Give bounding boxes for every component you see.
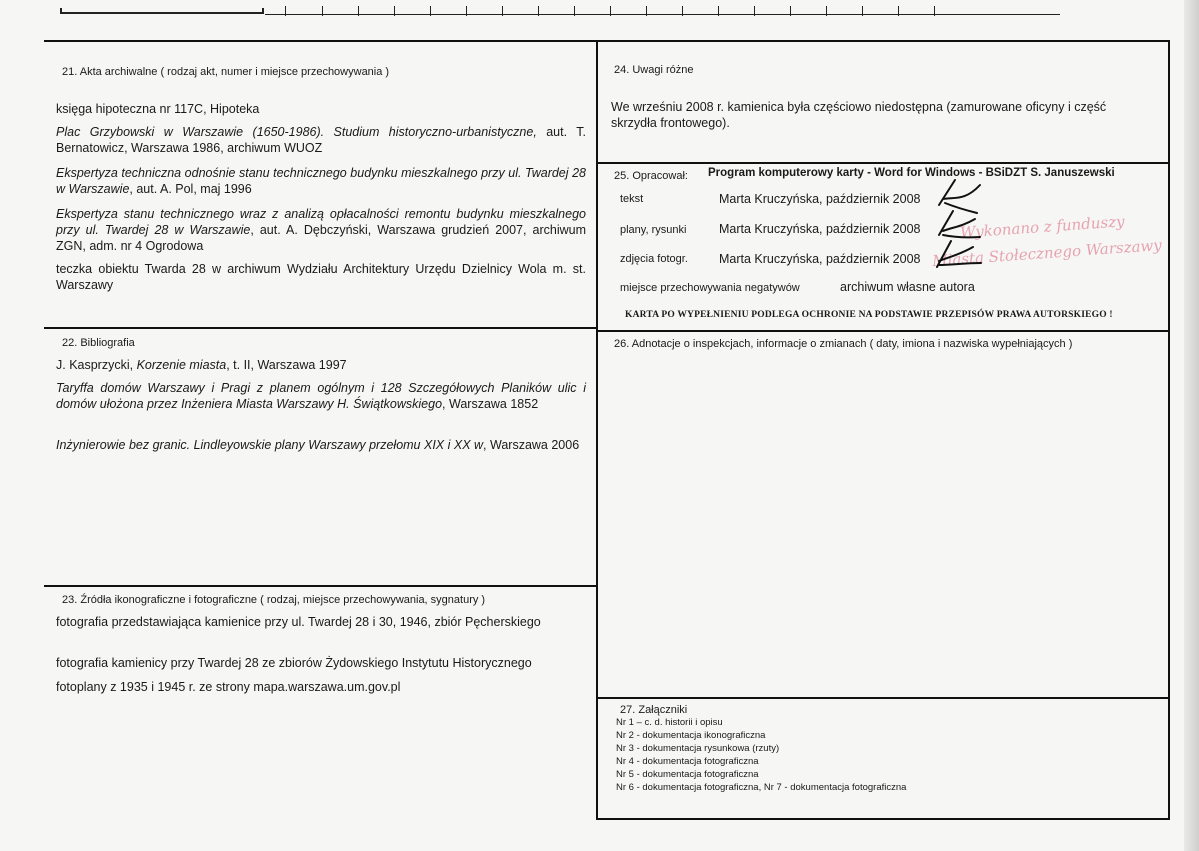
divider-21-22: [44, 327, 596, 329]
section-27-title: 27. Załączniki: [620, 704, 688, 716]
attachment-item: Nr 6 - dokumentacja fotograficzna, Nr 7 - dokumentacja fotograficzna: [616, 782, 907, 793]
signature-marks: [925, 175, 1005, 275]
remarks-text: We wrześniu 2008 r. kamienica była częściowo niedostępna (zamurowane oficyny i część skrzydła frontowego).: [611, 100, 1107, 130]
archival-record-4: Ekspertyza stanu technicznego wraz z analizą opłacalności remontu budynku mieszkalnego przy ul. Twardej 28 w Warszawie, aut. A. Dębczyński, Warszawa grudzień 2007, archiwum ZGN, adm. nr 4 Ogrodowa: [56, 207, 586, 253]
bottom-border: [598, 818, 1170, 820]
divider-26-27: [598, 697, 1170, 699]
funding-stamp-line-2: Miasta Stołecznego Warszawy: [931, 236, 1163, 270]
divider-25-26: [598, 330, 1170, 332]
section-21-title: 21. Akta archiwalne ( rodzaj akt, numer i miejsce przechowywania ): [62, 66, 390, 78]
section-22-title: 22. Bibliografia: [62, 337, 135, 349]
iconographic-source-2: fotografia kamienicy przy Twardej 28 ze zbiorów Żydowskiego Instytutu Historycznego: [56, 656, 532, 670]
negatives-storage-label: miejsce przechowywania negatywów: [620, 282, 800, 294]
photos-author-value: Marta Kruczyńska, październik 2008: [719, 252, 921, 266]
section-26-title: 26. Adnotacje o inspekcjach, informacje o zmianach ( daty, imiona i nazwiska wypełniających ): [614, 338, 1073, 350]
plans-author-label: plany, rysunki: [620, 224, 687, 236]
bibliography-item-1: J. Kasprzycki, Korzenie miasta, t. II, Warszawa 1997: [56, 358, 347, 372]
section-25-title: 25. Opracował:: [614, 170, 688, 182]
iconographic-source-1: fotografia przedstawiająca kamienice przy ul. Twardej 28 i 30, 1946, zbiór Pęcherskiego: [56, 615, 541, 629]
archival-record-5: teczka obiektu Twarda 28 w archiwum Wydziału Architektury Urzędu Dzielnicy Wola m. st. Warszawy: [56, 262, 586, 292]
attachment-item: Nr 5 - dokumentacja fotograficzna: [616, 769, 759, 780]
text-author-label: tekst: [620, 193, 644, 205]
center-divider: [596, 40, 598, 820]
attachment-item: Nr 4 - dokumentacja fotograficzna: [616, 756, 759, 767]
scan-edge-shadow: [1184, 0, 1199, 851]
photos-author-label: zdjęcia fotogr.: [620, 253, 688, 265]
section-23-title: 23. Źródła ikonograficzne i fotograficzne ( rodzaj, miejsce przechowywania, sygnatury ): [62, 594, 486, 606]
bibliography-item-3: Inżynierowie bez granic. Lindleyowskie plany Warszawy przełomu XIX i XX w, Warszawa 2006: [56, 438, 580, 452]
funding-stamp-line-1: Wykonano z funduszy: [959, 212, 1126, 242]
archival-record-3: Ekspertyza techniczna odnośnie stanu technicznego budynku mieszkalnego przy ul. Twardej 28 w Warszawie, aut. A. Pol, maj 1996: [56, 166, 586, 196]
plans-author-value: Marta Kruczyńska, październik 2008: [719, 222, 921, 236]
negatives-storage-value: archiwum własne autora: [840, 280, 975, 294]
divider-22-23: [44, 585, 596, 587]
text-author-value: Marta Kruczyńska, październik 2008: [719, 192, 921, 206]
section-24-title: 24. Uwagi różne: [614, 64, 694, 76]
attachment-item: Nr 3 - dokumentacja rysunkowa (rzuty): [616, 743, 780, 754]
top-border: [44, 40, 1170, 42]
top-ruler: [60, 0, 1060, 18]
archival-record-2: Plac Grzybowski w Warszawie (1650-1986). Studium historyczno-urbanistyczne, aut. T. Bernatowicz, Warszawa 1986, archiwum WUOZ: [56, 125, 586, 155]
divider-24-25: [598, 162, 1170, 164]
program-info: Program komputerowy karty - Word for Windows - BSiDZT S. Januszewski: [708, 167, 1115, 179]
copyright-warning: KARTA PO WYPEŁNIENIU PODLEGA OCHRONIE NA PODSTAWIE PRZEPISÓW PRAWA AUTORSKIEGO !: [625, 310, 1113, 320]
attachment-item: Nr 1 – c. d. historii i opisu: [616, 717, 723, 728]
attachment-item: Nr 2 - dokumentacja ikonograficzna: [616, 730, 766, 741]
archival-record-1: księga hipoteczna nr 117C, Hipoteka: [56, 102, 260, 116]
bibliography-item-2: Taryffa domów Warszawy i Pragi z planem ogólnym i 128 Szczegółowych Planików ulic i domów ułożona przez Inżeniera Miasta Warszawy H. Świątkowskiego, Warszawa 1852: [56, 381, 586, 411]
iconographic-source-3: fotoplany z 1935 i 1945 r. ze strony mapa.warszawa.um.gov.pl: [56, 680, 401, 694]
right-border: [1168, 40, 1170, 820]
